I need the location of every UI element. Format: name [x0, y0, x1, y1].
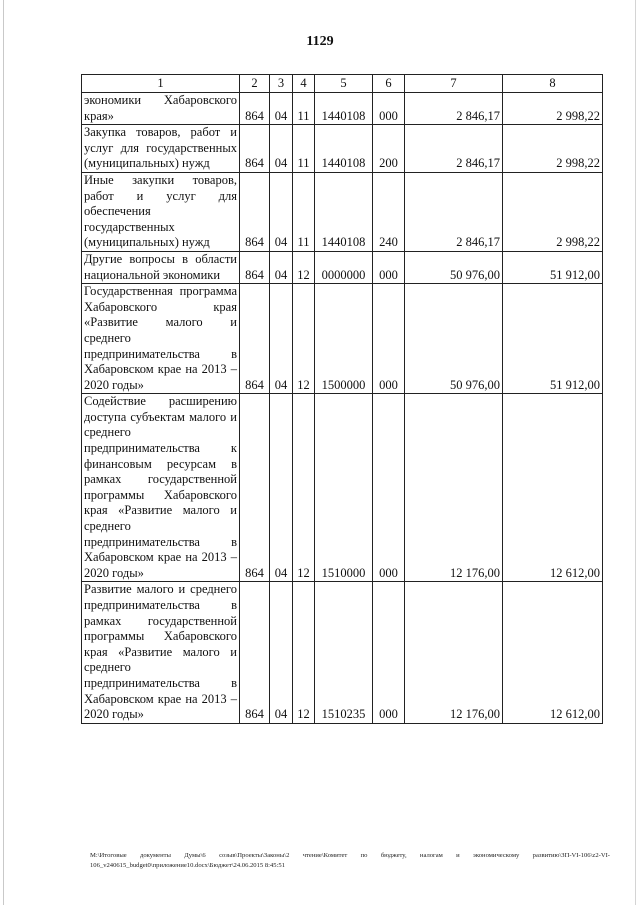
amount-col8: 2 998,22: [503, 172, 603, 251]
table-header-row: [82, 75, 603, 93]
row-name: Закупка товаров, работ и услуг для государственных (муниципальных) нужд: [82, 125, 240, 173]
ministry-code: 864: [240, 394, 270, 582]
table-row: [82, 394, 603, 582]
amount-col7: 12 176,00: [405, 394, 503, 582]
ministry-code: 864: [240, 582, 270, 723]
subsection-code: 11: [293, 93, 315, 125]
expense-type-code: 200: [373, 125, 405, 173]
table-row: [82, 125, 603, 173]
amount-col7: 50 976,00: [405, 251, 503, 283]
amount-col8: 51 912,00: [503, 251, 603, 283]
scan-edge-right: [635, 0, 636, 905]
column-header: 8: [503, 75, 603, 93]
target-article-code: 1500000: [315, 284, 373, 394]
expense-type-code: 000: [373, 582, 405, 723]
scan-edge-left: [3, 0, 4, 905]
ministry-code: 864: [240, 93, 270, 125]
column-header: 7: [405, 75, 503, 93]
amount-col7: 50 976,00: [405, 284, 503, 394]
file-path-footer: М:\Итоговые документы Думы\6 созыв\Проекты\Законы\2 чтение\Комитет по бюджету, налогам и экономическому развитию\ЗП-VI-106\z2-VI-106_v240615_budget0\приложение10.docx\Бюджет\24.06.2015 8:45:51: [90, 852, 610, 869]
amount-col7: 12 176,00: [405, 582, 503, 723]
amount-col7: 2 846,17: [405, 172, 503, 251]
amount-col8: 12 612,00: [503, 582, 603, 723]
table-row: [82, 172, 603, 251]
row-name: Государственная программа Хабаровского края «Развитие малого и среднего предпринимательства в Хабаровском крае на 2013 – 2020 годы»: [82, 284, 240, 394]
column-header: 4: [293, 75, 315, 93]
ministry-code: 864: [240, 125, 270, 173]
target-article-code: 0000000: [315, 251, 373, 283]
row-name: Другие вопросы в области национальной экономики: [82, 251, 240, 283]
ministry-code: 864: [240, 251, 270, 283]
section-code: 04: [270, 125, 293, 173]
subsection-code: 12: [293, 284, 315, 394]
table-row: [82, 582, 603, 723]
expense-type-code: 240: [373, 172, 405, 251]
subsection-code: 11: [293, 125, 315, 173]
amount-col7: 2 846,17: [405, 125, 503, 173]
section-code: 04: [270, 172, 293, 251]
section-code: 04: [270, 582, 293, 723]
column-header: 2: [240, 75, 270, 93]
page-number: 1129: [306, 34, 334, 49]
section-code: 04: [270, 394, 293, 582]
amount-col8: 2 998,22: [503, 125, 603, 173]
target-article-code: 1440108: [315, 172, 373, 251]
row-name: Развитие малого и среднего предпринимательства в рамках государственной программы Хабаровского края «Развитие малого и среднего предпринимательства в Хабаровском крае на 2013 – 2020 годы»: [82, 582, 240, 723]
subsection-code: 12: [293, 251, 315, 283]
row-name: Иные закупки товаров, работ и услуг для обеспечения государственных (муниципальных) нужд: [82, 172, 240, 251]
amount-col8: 51 912,00: [503, 284, 603, 394]
row-name: экономики Хабаровского края»: [82, 93, 240, 125]
column-header: 6: [373, 75, 405, 93]
expense-type-code: 000: [373, 251, 405, 283]
amount-col8: 2 998,22: [503, 93, 603, 125]
column-header: 3: [270, 75, 293, 93]
table-row: [82, 251, 603, 283]
expense-type-code: 000: [373, 284, 405, 394]
target-article-code: 1440108: [315, 125, 373, 173]
expense-type-code: 000: [373, 93, 405, 125]
ministry-code: 864: [240, 284, 270, 394]
ministry-code: 864: [240, 172, 270, 251]
row-name: Содействие расширению доступа субъектам малого и среднего предпринимательства к финансовым ресурсам в рамках государственной программы Хабаровского края «Развитие малого и среднего предпринимательства в Хабаровском крае на 2013 – 2020 годы»: [82, 394, 240, 582]
subsection-code: 11: [293, 172, 315, 251]
column-header: 5: [315, 75, 373, 93]
amount-col8: 12 612,00: [503, 394, 603, 582]
target-article-code: 1510000: [315, 394, 373, 582]
target-article-code: 1510235: [315, 582, 373, 723]
subsection-code: 12: [293, 582, 315, 723]
section-code: 04: [270, 251, 293, 283]
budget-table: [81, 74, 603, 724]
table-row: [82, 284, 603, 394]
target-article-code: 1440108: [315, 93, 373, 125]
expense-type-code: 000: [373, 394, 405, 582]
column-header: 1: [82, 75, 240, 93]
subsection-code: 12: [293, 394, 315, 582]
section-code: 04: [270, 93, 293, 125]
section-code: 04: [270, 284, 293, 394]
table-row: [82, 93, 603, 125]
amount-col7: 2 846,17: [405, 93, 503, 125]
